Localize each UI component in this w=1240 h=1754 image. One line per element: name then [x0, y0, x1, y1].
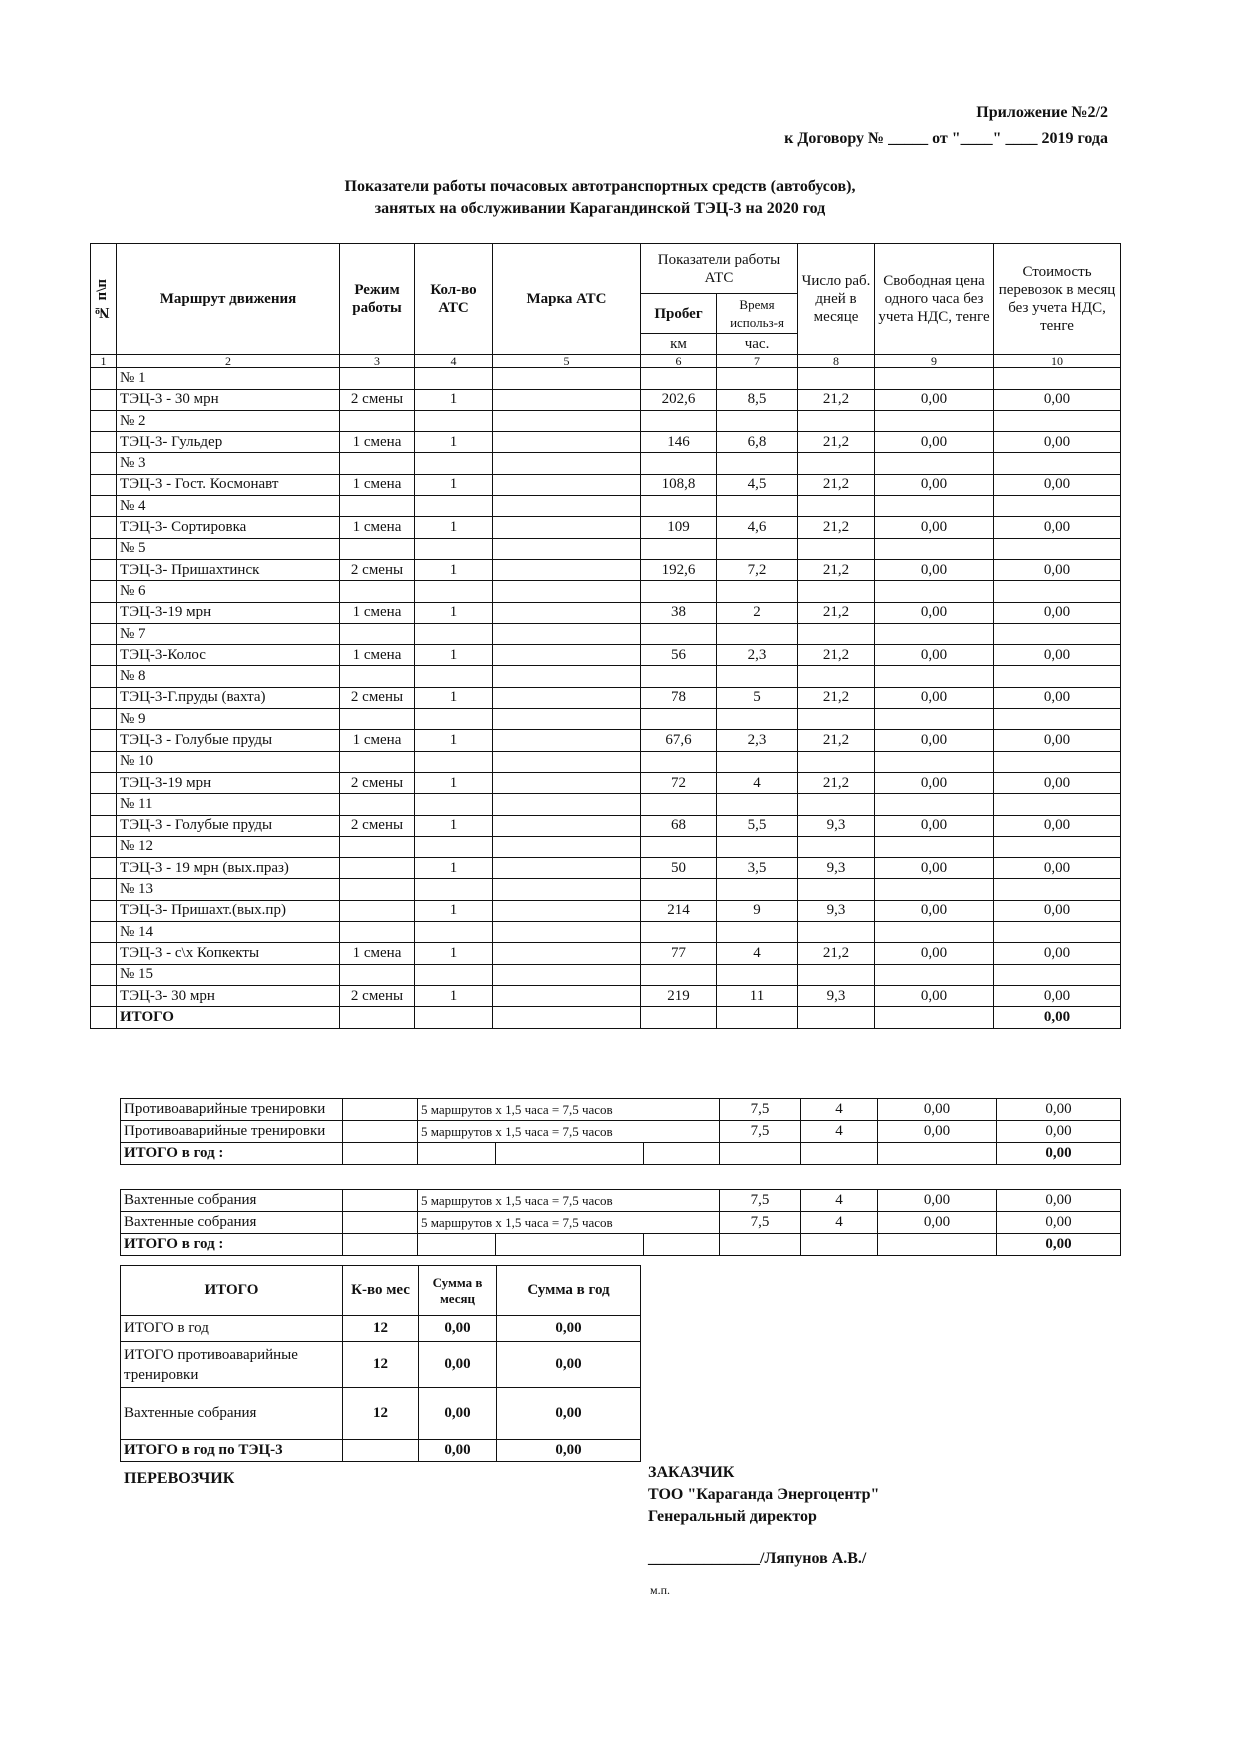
route-row [91, 985, 1121, 1006]
route-cost: 0,00 [994, 645, 1121, 666]
route-cost: 0,00 [994, 432, 1121, 453]
route-count: 1 [415, 730, 493, 751]
route-row [91, 730, 1121, 751]
route-mode: 1 смена [340, 517, 415, 538]
route-count: 1 [415, 602, 493, 623]
summary-row: Вахтенные собрания 12 0,00 0,00 [121, 1388, 641, 1440]
route-mode: 1 смена [340, 943, 415, 964]
route-price: 0,00 [875, 772, 994, 793]
route-brand [493, 943, 641, 964]
route-days: 21,2 [798, 943, 875, 964]
route-number: № 9 [117, 709, 340, 730]
route-km: 214 [641, 900, 717, 921]
route-days: 21,2 [798, 687, 875, 708]
route-days: 21,2 [798, 389, 875, 410]
route-cost: 0,00 [994, 858, 1121, 879]
route-row [91, 815, 1121, 836]
aux-hours: 7,5 [720, 1099, 801, 1121]
route-km: 67,6 [641, 730, 717, 751]
route-row [91, 602, 1121, 623]
training-row [121, 1099, 1121, 1121]
aux-count: 4 [801, 1099, 878, 1121]
route-km: 38 [641, 602, 717, 623]
aux-count: 4 [801, 1190, 878, 1212]
route-cost: 0,00 [994, 943, 1121, 964]
total-row [91, 1007, 1121, 1028]
route-hours: 8,5 [717, 389, 798, 410]
route-brand [493, 900, 641, 921]
route-cost: 0,00 [994, 900, 1121, 921]
route-number-row [91, 368, 1121, 389]
route-count: 1 [415, 772, 493, 793]
customer-org: ТОО "Караганда Энергоцентр" [648, 1486, 880, 1503]
column-number: 8 [798, 355, 875, 368]
route-number: № 5 [117, 538, 340, 559]
route-km: 219 [641, 985, 717, 1006]
route-brand [493, 559, 641, 580]
route-number: № 8 [117, 666, 340, 687]
route-mode: 1 смена [340, 602, 415, 623]
route-mode: 1 смена [340, 432, 415, 453]
route-cost: 0,00 [994, 474, 1121, 495]
route-number-row [91, 751, 1121, 772]
route-km: 77 [641, 943, 717, 964]
header-count: Кол-во АТС [415, 244, 493, 355]
route-days: 9,3 [798, 900, 875, 921]
route-price: 0,00 [875, 474, 994, 495]
route-cost: 0,00 [994, 559, 1121, 580]
route-price: 0,00 [875, 389, 994, 410]
aux-name: Вахтенные собрания [121, 1212, 343, 1234]
route-number: № 15 [117, 964, 340, 985]
appendix-header [784, 100, 1108, 152]
route-number: № 2 [117, 410, 340, 431]
column-number: 1 [91, 355, 117, 368]
route-mode: 1 смена [340, 645, 415, 666]
training-table [120, 1098, 1121, 1165]
route-row [91, 645, 1121, 666]
route-km: 192,6 [641, 559, 717, 580]
summary-row: ИТОГО противоаварийные тренировки 12 0,00 0,00 [121, 1342, 641, 1388]
aux-total-label: ИТОГО в год : [121, 1143, 343, 1165]
route-number: № 7 [117, 623, 340, 644]
column-number: 10 [994, 355, 1121, 368]
route-km: 72 [641, 772, 717, 793]
column-number: 9 [875, 355, 994, 368]
header-num: № п\п [91, 244, 117, 355]
appendix-number: Приложение №2/2 [976, 104, 1108, 121]
aux-total-label: ИТОГО в год : [121, 1234, 343, 1256]
seal-label: м.п. [650, 1583, 671, 1597]
route-number: № 11 [117, 794, 340, 815]
header-time: Время использ-я [717, 294, 798, 334]
route-days: 21,2 [798, 730, 875, 751]
route-number: № 10 [117, 751, 340, 772]
route-cost: 0,00 [994, 687, 1121, 708]
route-name: ТЭЦ-3-Г.пруды (вахта) [117, 687, 340, 708]
column-number: 5 [493, 355, 641, 368]
route-brand [493, 687, 641, 708]
route-km: 202,6 [641, 389, 717, 410]
route-number-row [91, 709, 1121, 730]
route-days: 21,2 [798, 559, 875, 580]
aux-hours: 7,5 [720, 1121, 801, 1143]
route-name: ТЭЦ-3-Колос [117, 645, 340, 666]
route-km: 109 [641, 517, 717, 538]
route-km: 50 [641, 858, 717, 879]
aux-cost: 0,00 [997, 1121, 1121, 1143]
aux-name: Вахтенные собрания [121, 1190, 343, 1212]
route-price: 0,00 [875, 985, 994, 1006]
route-number-row [91, 538, 1121, 559]
route-count: 1 [415, 559, 493, 580]
route-hours: 6,8 [717, 432, 798, 453]
title-line-2: занятых на обслуживании Карагандинской ТЭЦ-3 на 2020 год [374, 200, 826, 217]
route-days: 21,2 [798, 474, 875, 495]
route-mode: 2 смены [340, 985, 415, 1006]
route-number: № 1 [117, 368, 340, 389]
route-name: ТЭЦ-3-19 мрн [117, 602, 340, 623]
training-row [121, 1121, 1121, 1143]
route-row [91, 900, 1121, 921]
customer-position: Генеральный директор [648, 1508, 817, 1525]
route-brand [493, 858, 641, 879]
route-row [91, 858, 1121, 879]
route-price: 0,00 [875, 517, 994, 538]
route-hours: 7,2 [717, 559, 798, 580]
route-count: 1 [415, 900, 493, 921]
route-count: 1 [415, 517, 493, 538]
route-row [91, 559, 1121, 580]
route-hours: 3,5 [717, 858, 798, 879]
aux-hours: 7,5 [720, 1190, 801, 1212]
route-number: № 14 [117, 922, 340, 943]
route-count: 1 [415, 943, 493, 964]
route-name: ТЭЦ-3 - 30 мрн [117, 389, 340, 410]
route-mode: 1 смена [340, 474, 415, 495]
route-name: ТЭЦ-3-19 мрн [117, 772, 340, 793]
route-row [91, 432, 1121, 453]
summary-header-label: ИТОГО [121, 1266, 343, 1316]
column-number: 4 [415, 355, 493, 368]
document-title [200, 176, 1000, 220]
header-indicators: Показатели работы АТС [641, 244, 798, 294]
header-cost: Стоимость перевозок в месяц без учета НДС, тенге [994, 244, 1121, 355]
route-count: 1 [415, 474, 493, 495]
route-cost: 0,00 [994, 730, 1121, 751]
title-line-1: Показатели работы почасовых автотранспортных средств (автобусов), [344, 178, 856, 195]
aux-price: 0,00 [878, 1099, 997, 1121]
aux-total-value: 0,00 [997, 1143, 1121, 1165]
route-number-row [91, 794, 1121, 815]
shift-meeting-row [121, 1190, 1121, 1212]
route-cost: 0,00 [994, 985, 1121, 1006]
route-price: 0,00 [875, 559, 994, 580]
route-name: ТЭЦ-3 - с\х Копкекты [117, 943, 340, 964]
route-row [91, 943, 1121, 964]
route-brand [493, 602, 641, 623]
route-days: 21,2 [798, 432, 875, 453]
aux-cost: 0,00 [997, 1190, 1121, 1212]
route-hours: 9 [717, 900, 798, 921]
route-count: 1 [415, 985, 493, 1006]
route-name: ТЭЦ-3 - 19 мрн (вых.праз) [117, 858, 340, 879]
route-km: 56 [641, 645, 717, 666]
aux-total-value: 0,00 [997, 1234, 1121, 1256]
route-mode: 2 смены [340, 687, 415, 708]
route-hours: 4 [717, 943, 798, 964]
route-mode: 1 смена [340, 730, 415, 751]
route-number: № 3 [117, 453, 340, 474]
route-km: 146 [641, 432, 717, 453]
summary-table [120, 1265, 641, 1462]
route-days: 21,2 [798, 772, 875, 793]
route-brand [493, 389, 641, 410]
aux-desc: 5 маршрутов х 1,5 часа = 7,5 часов [418, 1121, 720, 1143]
route-brand [493, 474, 641, 495]
route-name: ТЭЦ-3 - Голубые пруды [117, 730, 340, 751]
column-numbers-row [91, 355, 1121, 368]
route-cost: 0,00 [994, 772, 1121, 793]
route-number-row [91, 836, 1121, 857]
contract-reference: к Договору № _____ от "____" ____ 2019 года [784, 130, 1108, 147]
route-days: 21,2 [798, 602, 875, 623]
route-name: ТЭЦ-3- Гульдер [117, 432, 340, 453]
route-cost: 0,00 [994, 389, 1121, 410]
aux-price: 0,00 [878, 1212, 997, 1234]
route-count: 1 [415, 645, 493, 666]
summary-header-months: К-во мес [343, 1266, 419, 1316]
route-hours: 4,6 [717, 517, 798, 538]
route-brand [493, 432, 641, 453]
route-mode: 2 смены [340, 772, 415, 793]
aux-name: Противоаварийные тренировки [121, 1099, 343, 1121]
route-number-row [91, 623, 1121, 644]
route-count: 1 [415, 858, 493, 879]
route-count: 1 [415, 432, 493, 453]
route-hours: 2,3 [717, 645, 798, 666]
route-name: ТЭЦ-3 - Голубые пруды [117, 815, 340, 836]
summary-header-year-sum: Сумма в год [497, 1266, 641, 1316]
route-number-row [91, 666, 1121, 687]
route-mode: 2 смены [340, 559, 415, 580]
aux-count: 4 [801, 1212, 878, 1234]
route-hours: 4 [717, 772, 798, 793]
customer-signature-line: ______________/Ляпунов А.В./ [648, 1550, 867, 1567]
shift-meetings-table [120, 1189, 1121, 1256]
route-number-row [91, 410, 1121, 431]
route-brand [493, 517, 641, 538]
aux-count: 4 [801, 1121, 878, 1143]
route-mode [340, 900, 415, 921]
route-hours: 2,3 [717, 730, 798, 751]
route-cost: 0,00 [994, 517, 1121, 538]
summary-row: ИТОГО в год 12 0,00 0,00 [121, 1316, 641, 1342]
route-cost: 0,00 [994, 815, 1121, 836]
summary-header-month-sum: Сумма в месяц [419, 1266, 497, 1316]
route-name: ТЭЦ-3- Сортировка [117, 517, 340, 538]
customer-block [648, 1462, 879, 1570]
route-price: 0,00 [875, 900, 994, 921]
route-hours: 4,5 [717, 474, 798, 495]
route-name: ТЭЦ-3- Пришахт.(вых.пр) [117, 900, 340, 921]
route-row [91, 687, 1121, 708]
header-mileage: Пробег [641, 294, 717, 334]
aux-desc: 5 маршрутов х 1,5 часа = 7,5 часов [418, 1190, 720, 1212]
route-count: 1 [415, 687, 493, 708]
route-number-row [91, 922, 1121, 943]
header-brand: Марка АТС [493, 244, 641, 355]
header-route: Маршрут движения [117, 244, 340, 355]
route-hours: 5,5 [717, 815, 798, 836]
route-row [91, 474, 1121, 495]
aux-desc: 5 маршрутов х 1,5 часа = 7,5 часов [418, 1212, 720, 1234]
route-rows [91, 368, 1121, 1007]
route-mode: 2 смены [340, 815, 415, 836]
route-number-row [91, 964, 1121, 985]
column-number: 7 [717, 355, 798, 368]
route-price: 0,00 [875, 815, 994, 836]
route-hours: 2 [717, 602, 798, 623]
route-km: 68 [641, 815, 717, 836]
total-label: ИТОГО [117, 1007, 340, 1028]
header-mileage-unit: км [641, 334, 717, 355]
route-number: № 12 [117, 836, 340, 857]
route-brand [493, 815, 641, 836]
column-number: 2 [117, 355, 340, 368]
route-count: 1 [415, 389, 493, 410]
header-days: Число раб. дней в месяце [798, 244, 875, 355]
route-price: 0,00 [875, 687, 994, 708]
route-name: ТЭЦ-3- Пришахтинск [117, 559, 340, 580]
shift-meeting-row-total [121, 1234, 1121, 1256]
aux-name: Противоаварийные тренировки [121, 1121, 343, 1143]
aux-price: 0,00 [878, 1121, 997, 1143]
route-number-row [91, 581, 1121, 602]
route-mode: 2 смены [340, 389, 415, 410]
route-row [91, 517, 1121, 538]
route-hours: 11 [717, 985, 798, 1006]
route-days: 9,3 [798, 858, 875, 879]
summary-grand-total-row: ИТОГО в год по ТЭЦ-3 0,00 0,00 [121, 1440, 641, 1462]
aux-cost: 0,00 [997, 1099, 1121, 1121]
shift-meeting-row [121, 1212, 1121, 1234]
aux-price: 0,00 [878, 1190, 997, 1212]
header-time-unit: час. [717, 334, 798, 355]
column-number: 6 [641, 355, 717, 368]
route-mode [340, 858, 415, 879]
column-number: 3 [340, 355, 415, 368]
route-number: № 4 [117, 496, 340, 517]
aux-desc: 5 маршрутов х 1,5 часа = 7,5 часов [418, 1099, 720, 1121]
route-price: 0,00 [875, 645, 994, 666]
route-days: 21,2 [798, 517, 875, 538]
aux-hours: 7,5 [720, 1212, 801, 1234]
route-brand [493, 645, 641, 666]
header-price: Свободная цена одного часа без учета НДС, тенге [875, 244, 994, 355]
route-name: ТЭЦ-3 - Гост. Космонавт [117, 474, 340, 495]
training-row-total [121, 1143, 1121, 1165]
route-row [91, 772, 1121, 793]
total-value: 0,00 [994, 1007, 1121, 1028]
route-number-row [91, 879, 1121, 900]
route-number-row [91, 453, 1121, 474]
route-days: 21,2 [798, 645, 875, 666]
route-brand [493, 772, 641, 793]
route-days: 9,3 [798, 985, 875, 1006]
route-price: 0,00 [875, 943, 994, 964]
aux-cost: 0,00 [997, 1212, 1121, 1234]
route-cost: 0,00 [994, 602, 1121, 623]
route-row [91, 389, 1121, 410]
routes-table [90, 243, 1121, 1029]
route-km: 108,8 [641, 474, 717, 495]
route-price: 0,00 [875, 730, 994, 751]
route-price: 0,00 [875, 858, 994, 879]
customer-title: ЗАКАЗЧИК [648, 1464, 735, 1481]
route-name: ТЭЦ-3- 30 мрн [117, 985, 340, 1006]
route-number: № 6 [117, 581, 340, 602]
route-number: № 13 [117, 879, 340, 900]
route-brand [493, 730, 641, 751]
route-hours: 5 [717, 687, 798, 708]
route-number-row [91, 496, 1121, 517]
route-brand [493, 985, 641, 1006]
route-days: 9,3 [798, 815, 875, 836]
route-price: 0,00 [875, 602, 994, 623]
route-price: 0,00 [875, 432, 994, 453]
header-mode: Режим работы [340, 244, 415, 355]
route-count: 1 [415, 815, 493, 836]
carrier-label: ПЕРЕВОЗЧИК [124, 1470, 235, 1487]
route-km: 78 [641, 687, 717, 708]
